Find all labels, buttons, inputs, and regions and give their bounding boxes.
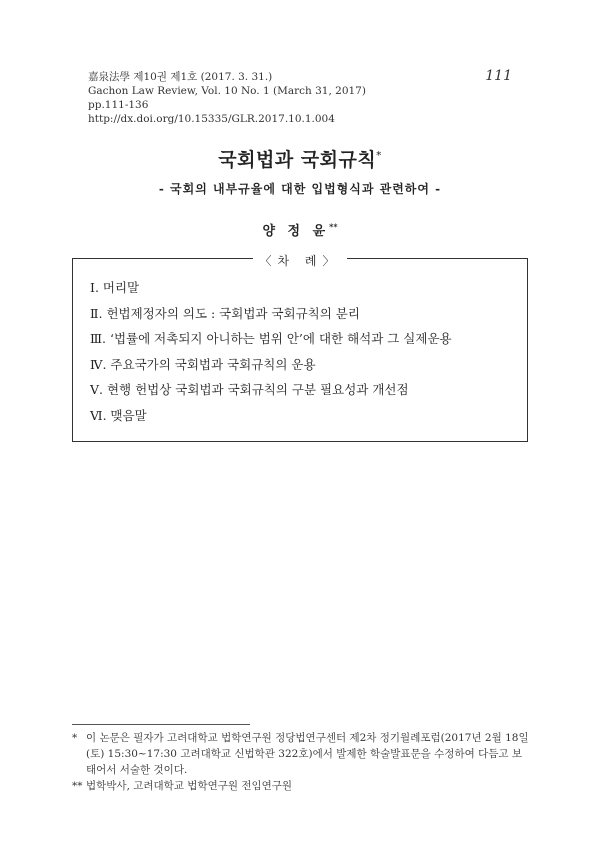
journal-meta [88,70,366,126]
table-of-contents-heading [0,250,600,269]
article-title [0,145,600,172]
toc-heading-text: 차 례 [277,254,323,268]
footnotes [72,730,532,794]
title-footnote-mark[interactable]: * [376,150,382,162]
doi-link[interactable]: http://dx.doi.org/10.15335/GLR.2017.10.1.004 [88,113,335,125]
author-name-text: 양 정 윤 [262,224,330,239]
author-footnote-mark[interactable]: ** [329,221,338,232]
footnote [72,778,532,794]
toc-item[interactable]: Ⅳ. 주요국가의 국회법과 국회규칙의 운용 [90,356,316,372]
footnote-text: 이 논문은 필자가 고려대학교 법학연구원 정당법연구센터 제2차 정기월례포럼(2017년 2월 18일 (토) 15:30~17:30 고려대학교 신법학관 322호)에서 발제한 학술발표문을 수정하여 다듬고 보태어서 서술한 것이다. [86,732,529,776]
page-range: pp.111-136 [88,99,149,111]
footnote [72,730,532,778]
toc-item[interactable]: Ⅵ. 맺음말 [90,407,147,423]
journal-line: 嘉泉法學 제10권 제1호 (2017. 3. 31.) [88,71,273,83]
article-subtitle: - 국회의 내부규율에 대한 입법형식과 관련하여 - [158,182,442,196]
footnote-mark: * [72,732,78,744]
footnote-text: 법학박사, 고려대학교 법학연구원 전임연구원 [86,780,293,792]
author-name [0,220,600,239]
page-number: 111 [485,68,512,84]
toc-item[interactable]: Ⅰ. 머리말 [90,280,140,295]
toc-heading-right-bracket: 〉 [322,254,341,268]
article-title-text: 국회법과 국회규칙 [218,149,377,171]
toc-item[interactable]: Ⅴ. 현행 헌법상 국회법과 국회규칙의 구분 필요성과 개선점 [90,382,409,397]
toc-item[interactable]: Ⅱ. 헌법제정자의 의도 : 국회법과 국회규칙의 분리 [90,305,360,321]
toc-heading-left-bracket: 〈 [259,254,278,268]
footnote-mark: ** [72,780,83,792]
table-of-contents-list [90,275,452,428]
toc-item[interactable]: Ⅲ. ‘법률에 저촉되지 아니하는 범위 안’에 대한 해석과 그 실제운용 [90,331,452,346]
journal-english-line: Gachon Law Review, Vol. 10 No. 1 (March 31, 2017) [88,85,366,97]
footnote-divider [72,724,250,725]
